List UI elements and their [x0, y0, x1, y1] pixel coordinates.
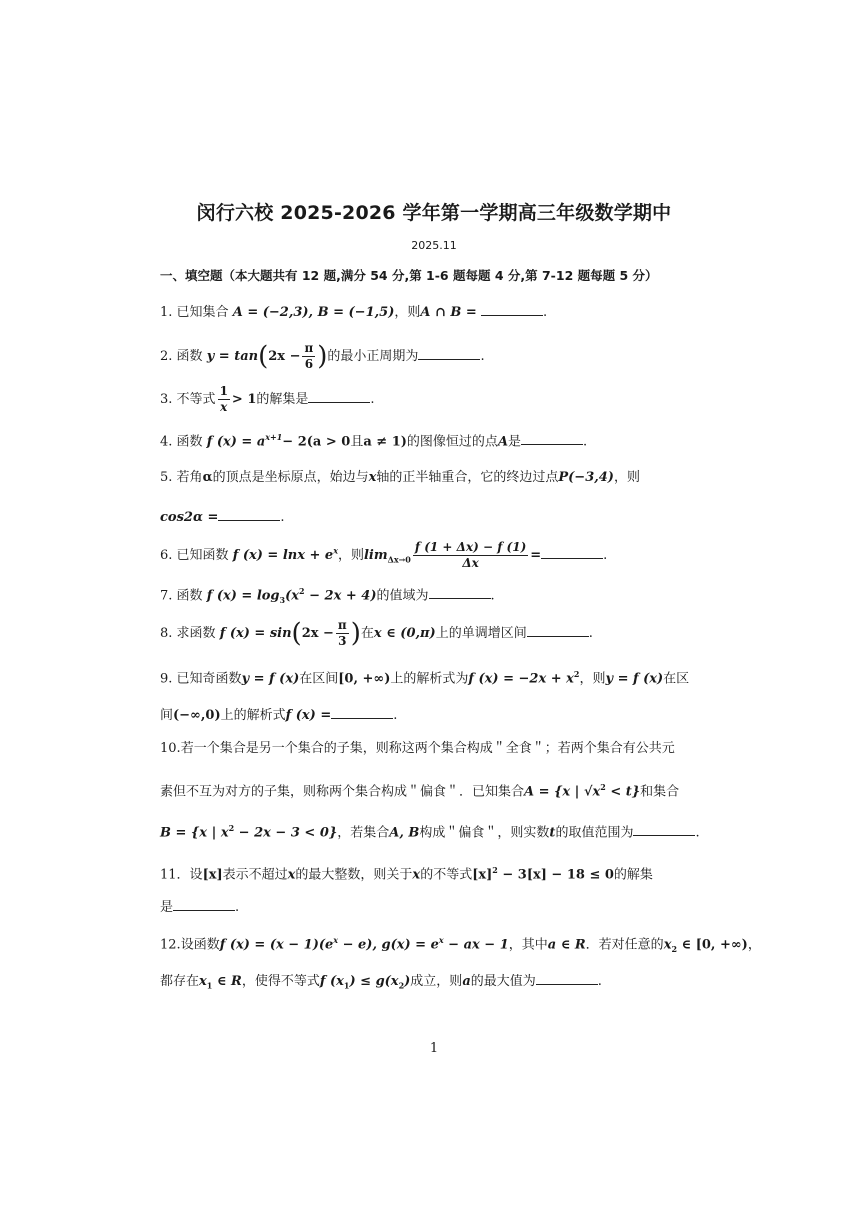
- punct: .: [280, 510, 285, 525]
- math-expression: y = f (x): [605, 671, 664, 687]
- question-text: 函数: [176, 349, 203, 364]
- superscript: x: [333, 545, 338, 556]
- fraction-denominator: Δx: [462, 556, 479, 570]
- fraction-denominator: 3: [338, 634, 347, 648]
- question-text: 在: [360, 626, 374, 641]
- question-1: [160, 302, 710, 323]
- question-number: 12.: [160, 937, 181, 953]
- math-expression: =: [530, 548, 542, 563]
- question-text: ，: [747, 937, 761, 953]
- fraction-numerator: π: [304, 341, 314, 355]
- math-expression: x: [199, 974, 207, 989]
- question-12: [160, 930, 761, 959]
- math-expression: 2x −: [301, 626, 334, 641]
- fraction-numerator: 1: [219, 384, 228, 398]
- math-expression: x: [663, 937, 672, 953]
- fraction-denominator: 6: [304, 357, 314, 371]
- math-expression: − 3[x] − 18 ≤ 0: [497, 867, 614, 883]
- fraction-numerator: f (1 + Δx) − f (1): [414, 540, 527, 554]
- question-number: 1.: [160, 305, 173, 320]
- answer-blank: [218, 507, 280, 521]
- question-11: [160, 860, 710, 885]
- answer-blank: [331, 705, 393, 719]
- answer-blank: [308, 389, 370, 403]
- punct: .: [588, 626, 593, 641]
- math-expression: f (x) = a: [206, 434, 266, 450]
- question-text: 的解集: [613, 867, 653, 883]
- math-expression: A, B: [389, 825, 420, 841]
- question-12-line-2: [160, 971, 710, 996]
- math-expression: f (x) = (x − 1)(e: [219, 937, 334, 953]
- math-expression: f (x) = log: [206, 588, 280, 604]
- question-text: 的取值范围为: [555, 825, 634, 841]
- math-expression: α: [202, 470, 213, 485]
- answer-blank: [429, 585, 491, 599]
- punct: .: [490, 588, 495, 604]
- question-text: 素但不互为对方的子集，则称两个集合构成＂偏食＂．已知集合: [160, 784, 525, 800]
- fraction: [302, 341, 315, 372]
- math-expression: x: [287, 867, 296, 883]
- subscript: 1: [206, 980, 213, 991]
- question-text: 的解集是: [256, 392, 309, 407]
- math-expression: − ax − 1: [443, 937, 509, 953]
- fraction: [336, 618, 349, 649]
- question-10: [160, 739, 710, 759]
- math-expression: [x]: [202, 867, 223, 883]
- subscript: 3: [279, 594, 286, 605]
- question-text: 已知奇函数: [176, 671, 242, 687]
- question-9: [160, 664, 710, 689]
- question-text: ，则: [337, 548, 364, 563]
- page-number: 1: [429, 1041, 439, 1056]
- math-expression: − 2x + 4): [304, 588, 377, 604]
- math-expression: [x]: [472, 867, 493, 883]
- question-9-line-2: [160, 705, 710, 726]
- question-text: 若一个集合是另一个集合的子集，则称这两个集合构成＂全食＂；若两个集合有公共元: [180, 741, 675, 756]
- math-expression: f (x) = sin: [219, 626, 292, 641]
- question-text: ．若对任意的: [585, 937, 664, 953]
- question-text: 表示不超过: [222, 867, 288, 883]
- question-text: 的图像恒过的点: [406, 434, 498, 450]
- question-11-line-2: [160, 897, 710, 918]
- question-text: 构成＂偏食＂，则实数: [419, 825, 550, 841]
- question-text: 的最小正周期为: [327, 349, 419, 364]
- question-text: 是: [160, 900, 174, 915]
- answer-blank: [481, 302, 543, 316]
- superscript: x+1: [265, 432, 283, 442]
- math-expression: t: [549, 825, 556, 841]
- question-text: 轴的正半轴重合，它的终边过点: [376, 470, 559, 485]
- math-expression: f (x) = lnx + e: [232, 548, 334, 563]
- math-expression: y = f (x): [241, 671, 300, 687]
- math-expression: − e), g(x) = e: [338, 937, 439, 953]
- question-text: 间: [160, 708, 174, 723]
- math-expression: A: [497, 434, 509, 450]
- math-expression: − 2x − 3 < 0}: [234, 825, 338, 841]
- math-expression: a: [462, 974, 471, 989]
- superscript: x: [438, 935, 444, 945]
- math-expression: (x: [285, 588, 300, 604]
- punct: .: [695, 825, 700, 841]
- question-text: 的最大值为: [470, 974, 536, 989]
- question-number: 8.: [160, 626, 173, 641]
- answer-blank: [527, 623, 589, 637]
- math-expression: x: [368, 470, 377, 485]
- question-8: [160, 618, 710, 649]
- math-expression: f (x) =: [285, 708, 332, 723]
- question-text: 的不等式: [420, 867, 473, 883]
- superscript: x: [333, 935, 339, 945]
- question-text: 不等式: [176, 392, 216, 407]
- question-text: 函数: [176, 588, 203, 604]
- superscript: 2: [492, 865, 498, 875]
- paren-right: ): [350, 618, 361, 649]
- answer-blank: [536, 971, 598, 985]
- punct: .: [370, 392, 375, 407]
- answer-blank: [541, 545, 603, 559]
- question-number: 6.: [160, 548, 173, 563]
- question-text: 求函数: [176, 626, 216, 641]
- math-expression: f (x) = −2x + x: [468, 671, 574, 687]
- math-expression: a ∈ R: [547, 937, 586, 953]
- question-text: 且: [350, 434, 364, 450]
- math-expression: ∈ [0, +∞): [677, 937, 748, 953]
- math-expression: lim: [363, 548, 388, 563]
- question-number: 10.: [160, 741, 181, 756]
- question-text: ，若集合: [337, 825, 390, 841]
- question-number: 7.: [160, 588, 173, 604]
- math-expression: [0, +∞): [338, 671, 391, 687]
- superscript: 2: [600, 782, 606, 792]
- punct: .: [597, 974, 602, 989]
- math-expression: x: [412, 867, 421, 883]
- math-expression: a ≠ 1): [363, 434, 407, 450]
- question-text: 设函数: [180, 937, 220, 953]
- question-10-line-3: [160, 818, 710, 843]
- paren-left: (: [258, 341, 269, 372]
- question-text: 成立，则: [410, 974, 463, 989]
- question-text: ，则: [579, 671, 606, 687]
- question-6: [160, 540, 710, 571]
- question-text: 的值域为: [376, 588, 429, 604]
- subscript: Δx→0: [387, 554, 411, 565]
- question-text: 已知集合: [176, 305, 229, 320]
- answer-blank: [633, 822, 695, 836]
- math-expression: B = {x | x: [160, 825, 229, 841]
- question-text: 若角: [176, 470, 203, 485]
- question-text: 上的解析式为: [390, 671, 469, 687]
- question-text: 函数: [176, 434, 203, 450]
- question-7: [160, 581, 710, 610]
- question-3: [160, 384, 710, 415]
- question-text: 的顶点是坐标原点，始边与: [212, 470, 369, 485]
- question-text: ，其中: [508, 937, 548, 953]
- question-5-line-2: [160, 507, 710, 528]
- question-text: 都存在: [160, 974, 200, 989]
- question-number: 2.: [160, 349, 173, 364]
- question-text: 上的解析式: [220, 708, 286, 723]
- question-number: 5.: [160, 470, 173, 485]
- subscript: 2: [671, 943, 678, 954]
- question-text: ，则: [394, 305, 421, 320]
- subscript: 1: [343, 980, 350, 991]
- math-expression: y = tan: [206, 349, 259, 364]
- paren-right: ): [317, 341, 328, 372]
- punct: .: [603, 548, 608, 563]
- answer-blank: [173, 897, 235, 911]
- question-text: 是: [508, 434, 522, 450]
- punct: .: [235, 900, 240, 915]
- page-title: 闵行六校 2025-2026 学年第一学期高三年级数学期中: [196, 202, 672, 224]
- question-text: 在区间: [299, 671, 339, 687]
- question-text: 的最大整数，则关于: [295, 867, 413, 883]
- math-expression: ∈ R: [212, 974, 242, 989]
- question-text: 在区: [663, 671, 690, 687]
- answer-blank: [418, 346, 480, 360]
- fraction: [218, 384, 230, 415]
- math-expression: > 1: [231, 392, 257, 407]
- math-expression: A = (−2,3), B = (−1,5): [232, 305, 395, 320]
- question-text: 上的单调增区间: [435, 626, 527, 641]
- fraction: [413, 540, 528, 571]
- question-4: [160, 427, 710, 452]
- subscript: 2: [398, 980, 405, 991]
- math-expression: (−∞,0): [173, 708, 221, 723]
- answer-blank: [521, 431, 583, 445]
- question-text: ，则: [613, 470, 640, 485]
- superscript: 2: [228, 823, 235, 833]
- question-text: 设: [189, 867, 203, 883]
- question-text: 已知函数: [176, 548, 229, 563]
- question-10-line-2: [160, 777, 710, 802]
- question-number: 9.: [160, 671, 173, 687]
- punct: .: [583, 434, 588, 450]
- math-expression: f (x: [319, 974, 344, 989]
- punct: .: [542, 305, 548, 320]
- superscript: 2: [299, 586, 305, 596]
- question-text: 和集合: [640, 784, 680, 800]
- question-5: [160, 468, 710, 488]
- math-expression: 2x −: [268, 349, 301, 364]
- punct: .: [393, 708, 398, 723]
- superscript: 2: [573, 669, 580, 679]
- question-number: 3.: [160, 392, 173, 407]
- math-expression: ): [404, 974, 411, 989]
- math-expression: < t}: [605, 784, 641, 800]
- punct: .: [480, 349, 485, 364]
- fraction-denominator: x: [220, 400, 228, 414]
- question-number: 11．: [160, 867, 190, 883]
- paren-left: (: [291, 618, 302, 649]
- question-2: [160, 341, 710, 372]
- math-expression: cos2α =: [160, 510, 219, 525]
- question-text: ，使得不等式: [241, 974, 320, 989]
- math-expression: A = {x | √x: [524, 784, 601, 800]
- math-expression: − 2(a > 0: [282, 434, 351, 450]
- math-expression: P(−3,4): [558, 470, 614, 485]
- exam-date: 2025.11: [411, 239, 457, 252]
- math-expression: x ∈ (0,π): [373, 626, 436, 641]
- fraction-numerator: π: [337, 618, 347, 632]
- section-heading: 一、填空题（本大题共有 12 题,满分 54 分,第 1-6 题每题 4 分,第 7-12 题每题 5 分）: [160, 268, 658, 283]
- question-number: 4.: [160, 434, 173, 450]
- math-expression: ) ≤ g(x: [349, 974, 399, 989]
- math-expression: A ∩ B =: [420, 305, 477, 320]
